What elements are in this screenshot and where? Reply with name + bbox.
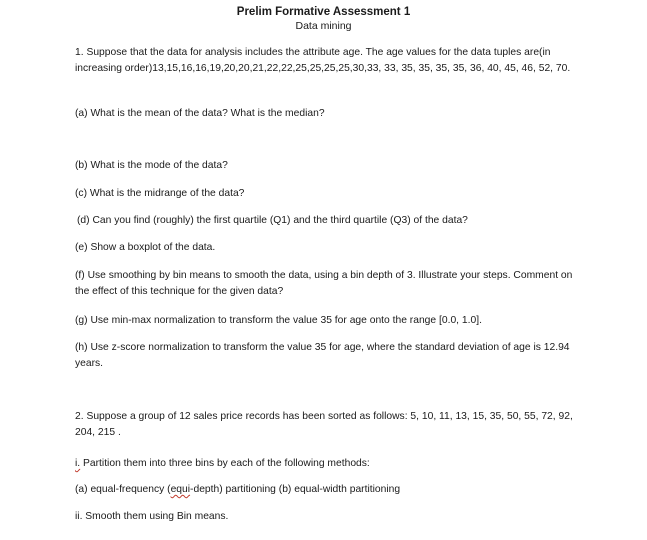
methods-prefix: (a) equal-frequency ( [75,484,171,495]
question-1e: (e) Show a boxplot of the data. [75,242,216,253]
part-i-marker: i. [75,458,81,469]
question-1a: (a) What is the mean of the data? What is the median? [75,108,325,119]
document-subtitle: Data mining [295,20,352,32]
question-1f: (f) Use smoothing by bin means to smooth the data, using a bin depth of 3. Illustrate your steps. Comment on the effect of this technique for the given data? [75,270,573,297]
document-title: Prelim Formative Assessment 1 [236,6,411,18]
question-2-methods [75,482,585,498]
question-1c: (c) What is the midrange of the data? [75,188,245,199]
question-1-intro: 1. Suppose that the data for analysis includes the attribute age. The age values for the data tuples are(in increasing order)13,15,16,16,19,20,20,21,22,22,25,25,25,25,30,33, 33, 35, 35, 35, 35, 36, 40, 45, 46, 52, 70. [75,47,571,74]
methods-suffix: -depth) partitioning (b) equal-width partitioning [190,484,401,495]
question-1d: (d) Can you find (roughly) the first quartile (Q1) and the third quartile (Q3) of the data? [77,215,468,226]
spellcheck-flagged-word: equi [170,484,191,495]
question-2-intro: 2. Suppose a group of 12 sales price records has been sorted as follows: 5, 10, 11, 13, 15, 35, 50, 55, 72, 92, 204, 215 . [75,411,573,438]
question-1h: (h) Use z-score normalization to transform the value 35 for age, where the standard deviation of age is 12.94 years. [75,342,570,369]
part-i-text: Partition them into three bins by each of the following methods: [80,458,370,469]
question-2-part-i [75,456,585,472]
question-2-part-ii: ii. Smooth them using Bin means. [75,511,229,522]
question-1b: (b) What is the mode of the data? [75,160,228,171]
question-1g: (g) Use min-max normalization to transform the value 35 for age onto the range [0.0, 1.0]. [75,315,482,326]
